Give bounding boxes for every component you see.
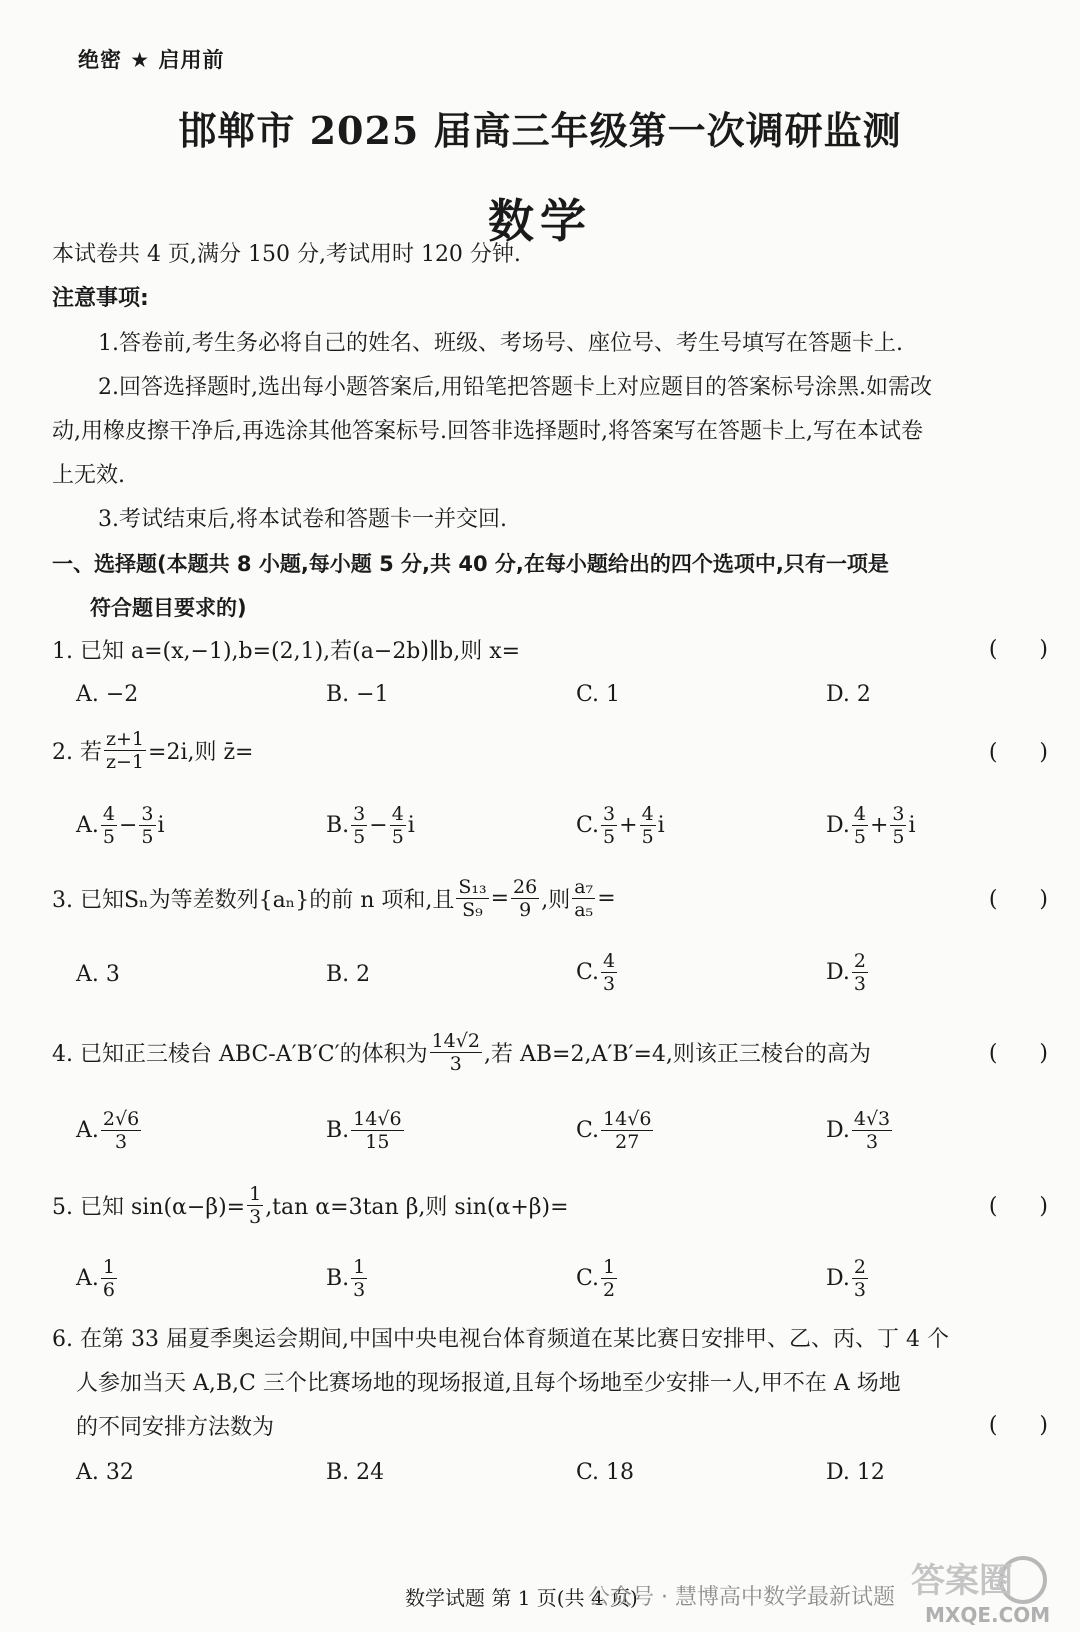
exam-title: 邯郸市 2025 届高三年级第一次调研监测 [178, 108, 902, 153]
q6-answer-paren: ( ) [988, 1413, 1048, 1438]
q3-option-b: B. 2 [326, 962, 371, 987]
q6-option-a: A. 32 [76, 1460, 134, 1485]
q6-option-b: B. 24 [326, 1460, 385, 1485]
notes-heading: 注意事项: [52, 286, 149, 311]
q5-option-c: C. $\frac{1}{2}$ [576, 1256, 616, 1301]
q4-stem: 4. 已知正三棱台 ABC-A′B′C′的体积为 $\frac{14√2}{3}$ ,若 AB=2,A′B′=4,则该正三棱台的高为 [52, 1030, 871, 1075]
q1-stem: 1. 已知 a=(x,−1),b=(2,1),若(a−2b)∥b,则 x= [52, 639, 521, 664]
q5-answer-paren: ( ) [988, 1194, 1048, 1219]
note-2-line-1: 2.回答选择题时,选出每小题答案后,用铅笔把答题卡上对应题目的答案标号涂黑.如需改 [98, 375, 932, 400]
q6-option-d: D. 12 [826, 1460, 885, 1485]
note-1: 1.答卷前,考生务必将自己的姓名、班级、考场号、座位号、考生号填写在答题卡上. [98, 331, 903, 356]
q3-answer-paren: ( ) [988, 887, 1048, 912]
q1-answer-paren: ( ) [988, 637, 1048, 662]
subject-title: 数学 [488, 194, 592, 248]
q2-answer-paren: ( ) [988, 740, 1048, 765]
watermark-logo-icon [905, 1550, 1055, 1628]
q4-option-d: D. $\frac{4√3}{3}$ [826, 1108, 891, 1153]
q5-option-b: B. $\frac{1}{3}$ [326, 1256, 366, 1301]
note-3: 3.考试结束后,将本试卷和答题卡一并交回. [98, 507, 507, 532]
page-footer: 数学试题 第 1 页(共 4 页) [405, 1586, 638, 1610]
q1-option-c: C. 1 [576, 682, 621, 707]
watermark-text: 公众号 · 慧博高中数学最新试题 [588, 1585, 895, 1610]
note-2-line-2: 动,用橡皮擦干净后,再选涂其他答案标号.回答非选择题时,将答案写在答题卡上,写在本试卷 [52, 419, 923, 444]
logo-url: MXQE.COM [925, 1603, 1051, 1627]
note-2-line-3: 上无效. [52, 463, 125, 488]
intro-text: 本试卷共 4 页,满分 150 分,考试用时 120 分钟. [52, 242, 521, 267]
q1-option-d: D. 2 [826, 682, 871, 707]
q6-option-c: C. 18 [576, 1460, 635, 1485]
q6-stem-line-2: 人参加当天 A,B,C 三个比赛场地的现场报道,且每个场地至少安排一人,甲不在 A 场地 [76, 1371, 901, 1396]
secret-label: 绝密 ★ 启用前 [78, 48, 225, 72]
q1-option-b: B. −1 [326, 682, 389, 707]
q5-stem: 5. 已知 sin(α−β)= $\frac{1}{3}$ ,tan α=3tan β,则 sin(α+β)= [52, 1183, 569, 1228]
q3-option-a: A. 3 [76, 962, 120, 987]
section-1-heading: 一、选择题(本题共 8 小题,每小题 5 分,共 40 分,在每小题给出的四个选项中,只有一项是 [52, 552, 889, 576]
q3-option-d: D. $\frac{2}{3}$ [826, 950, 866, 995]
q2-option-c: C. $\frac{3}{5}$ + $\frac{4}{5}$ i [576, 803, 665, 848]
q4-option-a: A. $\frac{2√6}{3}$ [76, 1108, 140, 1153]
q4-option-b: B. $\frac{14√6}{15}$ [326, 1108, 402, 1153]
q2-fraction: $\frac{z+1}{z-1}$ [105, 728, 145, 773]
q3-option-c: C. $\frac{4}{3}$ [576, 950, 616, 995]
q5-option-d: D. $\frac{2}{3}$ [826, 1256, 866, 1301]
q2-option-d: D. $\frac{4}{5}$ + $\frac{3}{5}$ i [826, 803, 916, 848]
q5-option-a: A. $\frac{1}{6}$ [76, 1256, 115, 1301]
q3-stem: 3. 已知Sₙ为等差数列{aₙ}的前 n 项和,且 $\frac{\text{S₁₃}}{\text{S₉}}$ = $\frac{26}{9}$ ,则 $\frac{\text{a₇}}{\text{a₅}}$ = [52, 876, 616, 921]
q4-answer-paren: ( ) [988, 1041, 1048, 1066]
q1-option-a: A. −2 [76, 682, 139, 707]
logo-chars: 答案圈 [911, 1561, 1013, 1601]
q2-option-b: B. $\frac{3}{5}$ − $\frac{4}{5}$ i [326, 803, 415, 848]
q2-option-a: A. $\frac{4}{5}$ − $\frac{3}{5}$ i [76, 803, 165, 848]
q2-stem: 2. 若 $\frac{z+1}{z-1}$ =2i,则 z̄= [52, 728, 254, 773]
section-1-heading-cont: 符合题目要求的) [90, 596, 247, 620]
q4-option-c: C. $\frac{14√6}{27}$ [576, 1108, 652, 1153]
q6-stem-line-3: 的不同安排方法数为 [76, 1415, 275, 1440]
q6-stem-line-1: 6. 在第 33 届夏季奥运会期间,中国中央电视台体育频道在某比赛日安排甲、乙、丙、丁 4 个 [52, 1327, 949, 1352]
